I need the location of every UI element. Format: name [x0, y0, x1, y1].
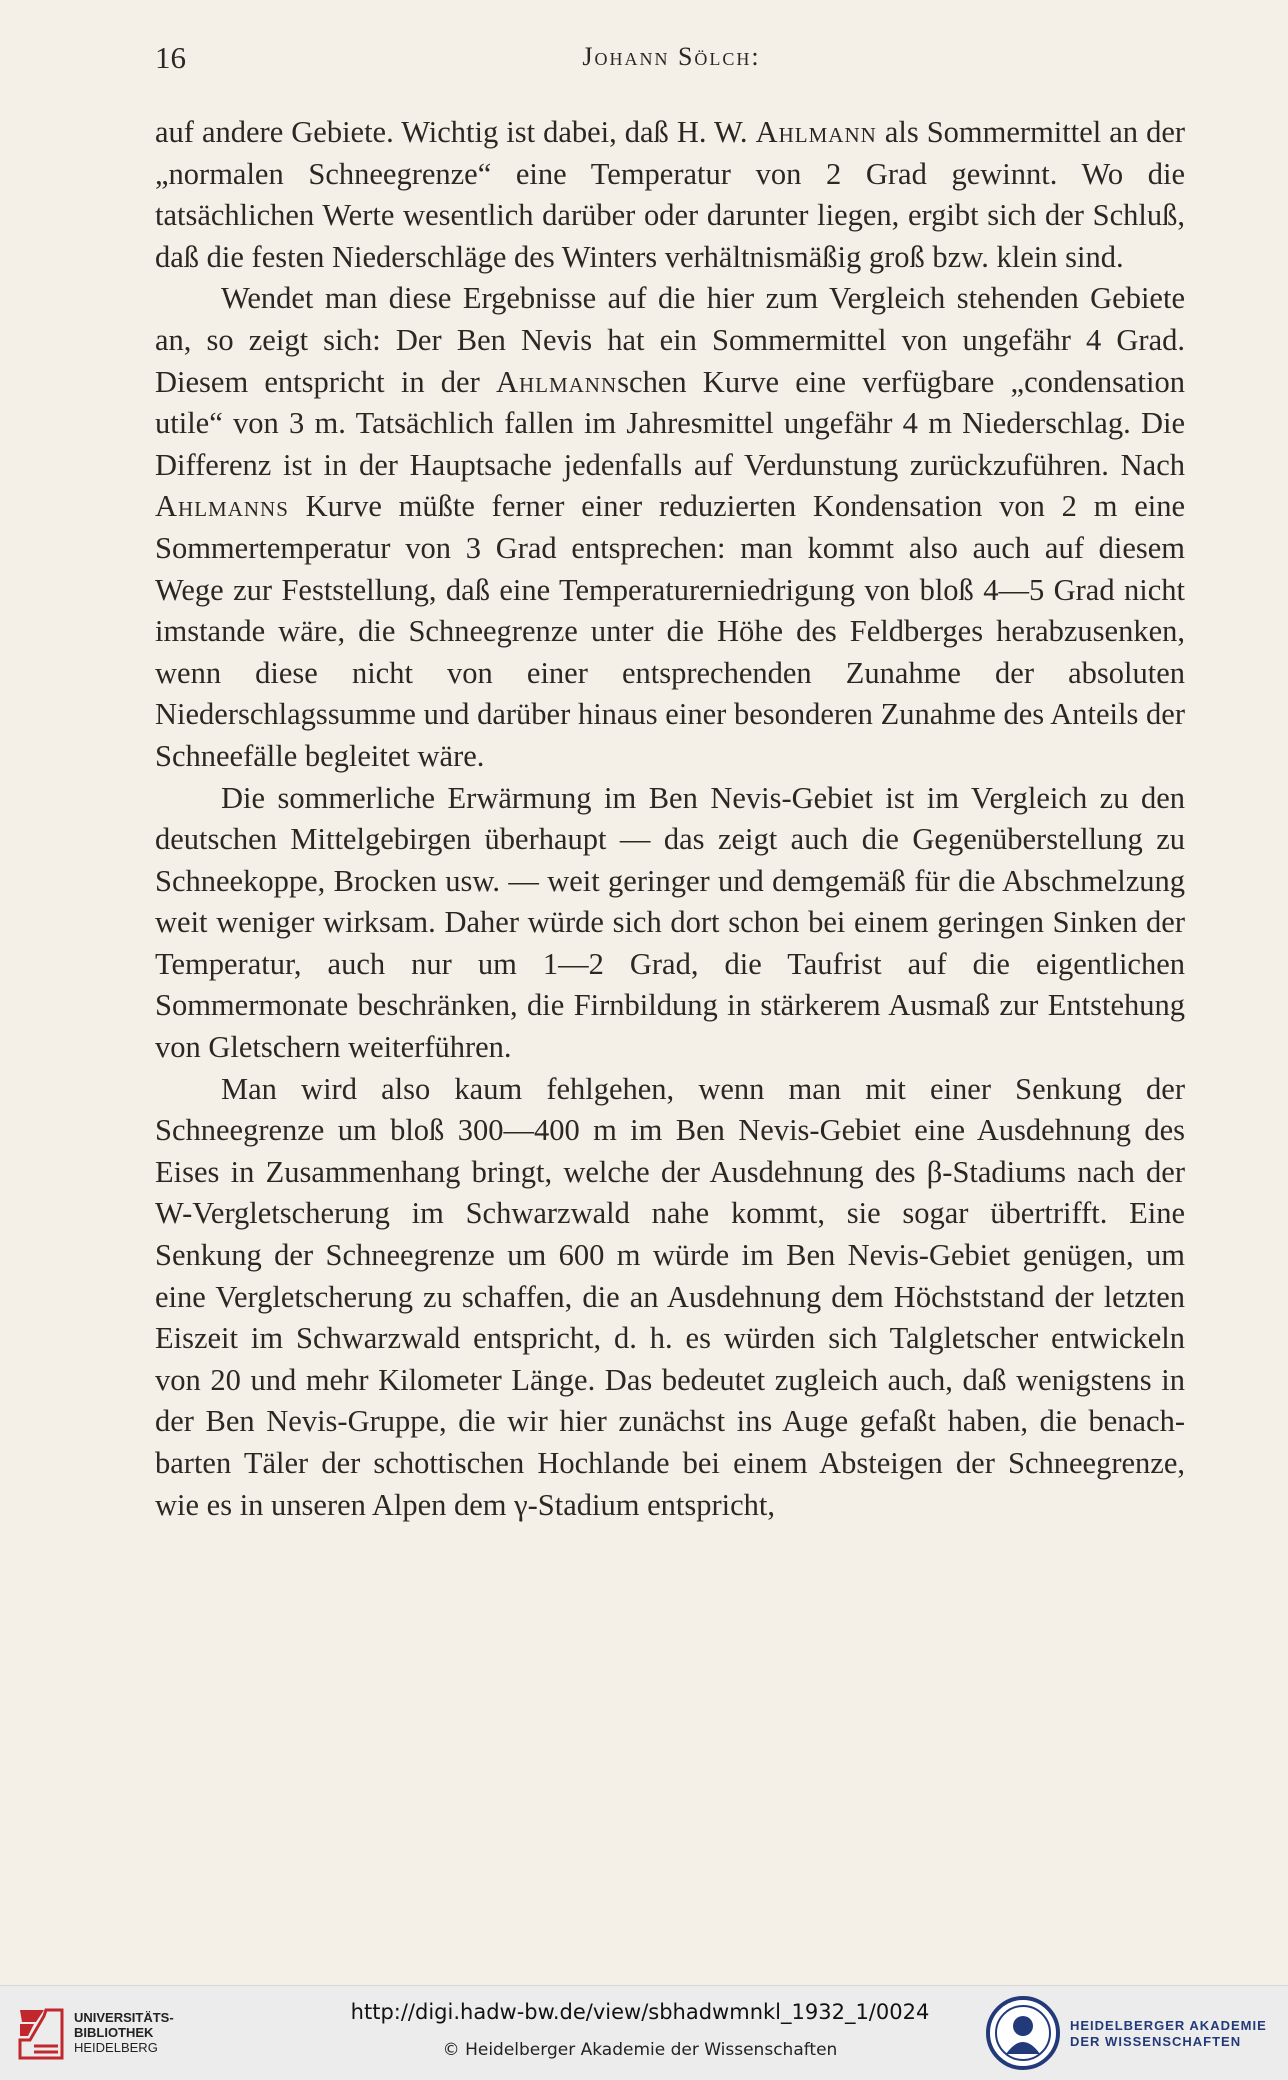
academy-name — [1070, 2018, 1267, 2050]
academy-name-line-1: HEIDELBERGER AKADEMIE — [1070, 2018, 1267, 2033]
permalink-url[interactable]: http://digi.hadw-bw.de/view/sbhadwmnkl_1932_1/0024 — [350, 2000, 930, 2024]
author-name-ahlmanns: Ahlmanns — [155, 489, 289, 524]
university-library-name — [74, 2010, 174, 2055]
viewer-footer — [0, 1985, 1288, 2080]
running-head — [155, 40, 1188, 90]
academy-seal-icon — [984, 1994, 1062, 2072]
library-name-line-3: HEIDELBERG — [74, 2040, 158, 2055]
paragraph-2 — [155, 278, 1185, 777]
paragraph-4: Man wird also kaum fehlgehen, wenn man mit einer Senkung der Schneegrenze um bloß 300—400 m im Ben Nevis-Gebiet eine Ausdehnung des Eises in Zusammenhang bringt, welche der Ausdehnung des β-Stadiums nach der W-Vergletscherung im Schwarzwald nahe kommt, sie sogar übertrifft. Eine Senkung der Schneegrenze um 600 m würde im Ben Nevis-Gebiet genügen, um eine Vergletscherung zu schaffen, die an Ausdehnung dem Höchststand der letzten Eiszeit im Schwarzwald entspricht, d. h. es würden sich Talgletscher entwickeln von 20 und mehr Kilometer Länge. Das bedeutet zugleich auch, daß wenigstens in der Ben Nevis-Gruppe, die wir hier zunächst ins Auge gefaßt haben, die benachbarten Täler der schottischen Hochlande bei einem Absteigen der Schneegrenze, wie es in unseren Alpen dem γ-Stadium entspricht, — [155, 1071, 1185, 1522]
university-library-logo[interactable] — [14, 2000, 274, 2066]
page-number: 16 — [155, 40, 186, 75]
paragraph-2-text-c: schen Kurve eine verfügbare „condensation utile“ von 3 m. Tatsächlich fallen im Jahresmittel ungefähr 4 m Niederschlag. Die Differenz ist in der Hauptsache jedenfalls auf Verdunstung zurückzuführen. Nach — [155, 364, 1186, 482]
paragraph-1-text-a: auf andere Gebiete. Wichtig ist dabei, daß H. W. — [155, 115, 756, 149]
library-name-line-1: UNIVERSITÄTS- — [74, 2010, 174, 2025]
paragraph-1-text-c: als Sommermittel an der „normalen Schneegrenze“ eine Temperatur von 2 Grad gewinnt. Wo die tatsächlichen Werte wesentlich darüber oder darunter liegen, ergibt sich der Schluß, daß die festen Niederschläge des Winters verhältnismäßig groß bzw. klein sind. — [155, 115, 1186, 274]
paragraph-1 — [155, 112, 1185, 278]
paragraph-2-text-a: Wendet man diese Ergebnisse auf die hier zum Vergleich stehenden Gebiete an, so zeigt sich: Der Ben Nevis hat ein Sommermittel von ungefähr 4 Grad. Diesem entspricht in der — [155, 281, 1185, 399]
copyright-notice: © Heidelberger Akademie der Wissenschaften — [442, 2040, 838, 2060]
text-body — [155, 112, 1185, 1526]
paragraph-3: Die sommerliche Erwärmung im Ben Nevis-Gebiet ist im Vergleich zu den deutschen Mittelgebirgen überhaupt — das zeigt auch die Gegenüberstellung zu Schneekoppe, Brocken usw. — weit geringer und demgemäß für die Abschmelzung weit weniger wirksam. Daher würde sich dort schon bei einem geringen Sinken der Temperatur, auch nur um 1—2 Grad, die Taufrist auf die eigentlichen Sommermonate beschränken, die Firnbildung in stärkerem Ausmaß zur Entstehung von Gletschern weiterführen. — [155, 780, 1185, 1065]
university-library-mark-icon — [14, 2002, 68, 2064]
author-name-ahlmann: Ahlmann — [755, 115, 877, 149]
academy-logo[interactable] — [984, 1994, 1274, 2072]
academy-name-line-2: DER WISSENSCHAFTEN — [1070, 2034, 1242, 2049]
paragraph-2-text-e: Kurve müßte ferner einer reduzierten Kondensation von 2 m eine Sommertemperatur von 3 Grad entsprechen: man kommt also auch auf diesem Wege zur Feststellung, daß eine Temperaturerniedrigung von bloß 4—5 Grad nicht imstande wäre, die Schneegrenze unter die Höhe des Feldberges herabzusenken, wenn diese nicht von einer entsprechenden Zunahme der absoluten Niederschlagssumme und darüber hinaus einer besonderen Zunahme des Anteils der Schneefälle begleitet wäre. — [155, 489, 1185, 773]
author-name-ahlmann: Ahlmann — [495, 364, 618, 399]
running-head-author: Johann Sölch: — [582, 42, 761, 71]
library-name-line-2: BIBLIOTHEK — [74, 2025, 154, 2040]
